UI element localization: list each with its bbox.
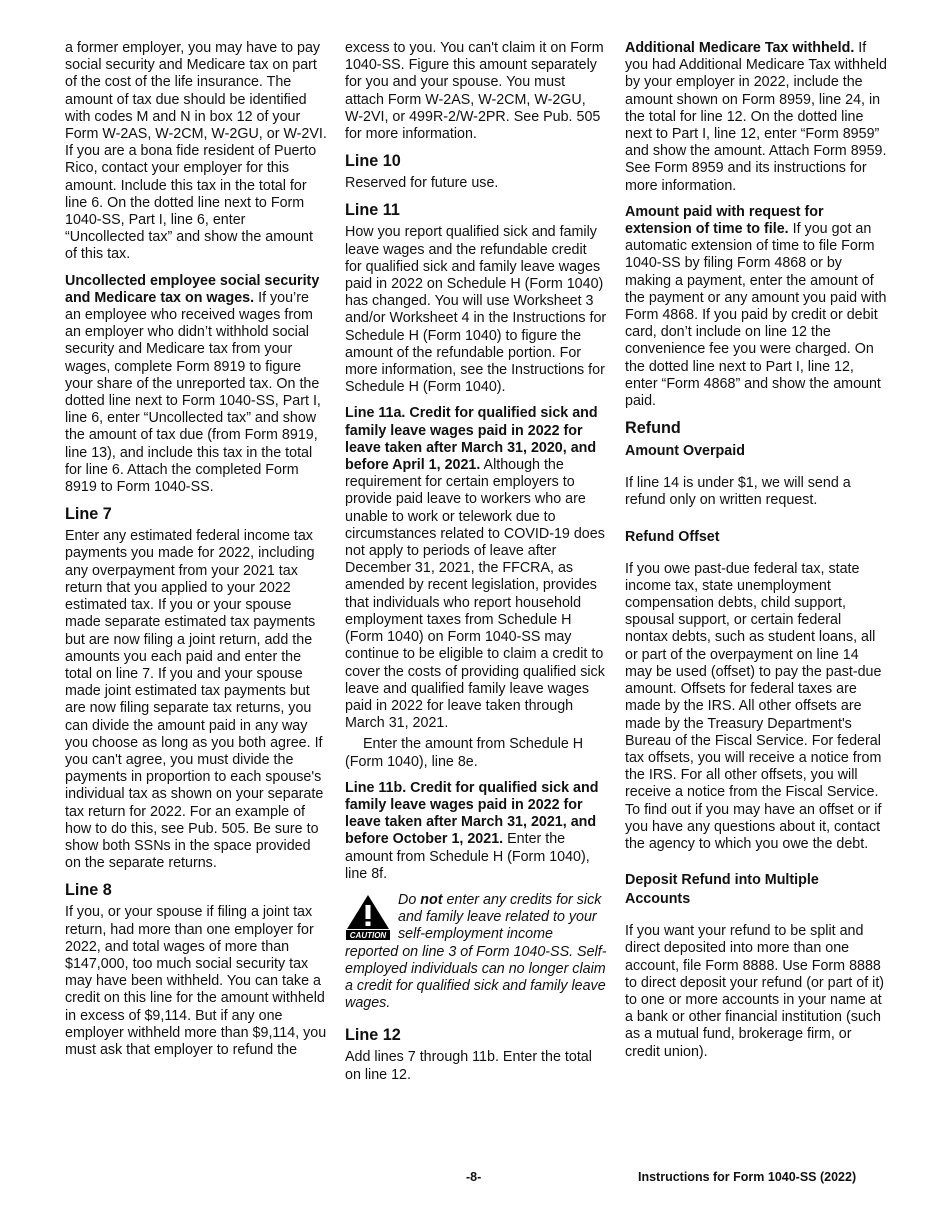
line10-text: Reserved for future use. [345, 175, 499, 192]
line11b-text: Enter the amount from Schedule H (Form 1040), line 8f. [345, 831, 590, 882]
line12-heading: Line 12 [345, 1026, 401, 1045]
line7-heading: Line 7 [65, 505, 112, 524]
line12-text: Add lines 7 through 11b. Enter the total on line 12. [345, 1049, 592, 1083]
extension-heading: Amount paid with request for extension of time to file. [625, 203, 824, 238]
line8-heading: Line 8 [65, 881, 112, 900]
caution-not: not [420, 891, 443, 908]
offset-text: If you owe past-due federal tax, state income tax, state unemployment compensation debts, child support, spousal support, or certain federal nontax debts, such as student loans, all or part of the overpayment on line 14 may be used (offset) to pay the past-due amount. Offsets for federal taxes are made by the IRS. All other offsets are made by the Treasury Department's Bureau of the Fiscal Service. For federal tax offsets, you will receive a notice from the IRS. For all other offsets, you will receive a notice from the Fiscal Service. To find out if you may have an offset or if you have any questions about it, contact the agency to which you owe the debt. [625, 560, 882, 852]
uncollected-heading: Uncollected employee social security and Medicare tax on wages. [65, 272, 320, 306]
extension-text: If you got an automatic extension of time to file Form 1040-SS by filing Form 4868 or by making a payment, enter the amount of the payment or any amount you paid with Form 4868. If you paid by credit or debit card, don’t include on line 12 the convenience fee you were charged. On the dotted line next to Part I, line 12, enter “Form 4868” and show the amount paid. [625, 221, 887, 410]
column-left [65, 40, 327, 1068]
footer-title: Instructions for Form 1040-SS (2022) [638, 1170, 857, 1184]
page-number: -8- [466, 1170, 482, 1184]
paragraph-line11b [345, 780, 607, 883]
column-right [625, 40, 887, 1070]
overpaid-text: If line 14 is under $1, we will send a refund only on written request. [625, 475, 851, 509]
line11a-text: Although the requirement for certain employers to provide paid leave to workers who are unable to work or telework due to circumstances related to COVID-19 does not apply to periods of leave after December 31, 2021, the FFCRA, as amended by recent legislation, provides that individuals who report household employment taxes from Schedule H (Form 1040) on Form 1040-SS may continue to be eligible to claim a credit to cover the costs of providing qualified sick leave and qualified family leave wages paid in 2022 for leave taken through March 31, 2021. [345, 457, 605, 732]
medicare-text: If you had Additional Medicare Tax withheld by your employer in 2022, include the amount shown on Form 8959, line 24, in the total for line 12. On the dotted line next to Part I, line 12, enter “Form 8959” and show the amount. Attach Form 8959. See Form 8959 and its instructions for more information. [625, 40, 888, 194]
medicare-heading: Additional Medicare Tax withheld. [625, 40, 855, 56]
paragraph-medicare [625, 40, 887, 195]
line11-text: How you report qualified sick and family leave wages and the refundable credit for qualified sick and family leave wages paid in 2022 on Schedule H (Form 1040) has changed. You will use Worksheet 3 and/or Worksheet 4 in the Instructions for Schedule H (Form 1040) to figure the amount of the refundable portion. For more information, see the Instructions for Schedule H (Form 1040). [345, 224, 607, 396]
line11a-enter: Enter the amount from Schedule H (Form 1040), line 8e. [345, 736, 584, 770]
deposit-heading: Deposit Refund into Multiple Accounts [625, 872, 819, 908]
column-middle [345, 40, 607, 1093]
uncollected-text: If you’re an employee who received wages from an employer who didn’t withhold social security and Medicare tax from your wages, complete Form 8919 to figure your share of the unreported tax. On the dotted line next to Form 1040-SS, Part I, line 6, enter “Uncollected tax” and show the amount of tax due (from Form 8919, line 13), and include this tax in the total for line 6. Attach the completed Form 8919 to Form 1040-SS. [65, 289, 321, 496]
offset-heading: Refund Offset [625, 528, 720, 545]
paragraph-excess: excess to you. You can't claim it on Form 1040-SS. Figure this amount separately for you and your spouse. You must attach Form W-2AS, W-2CM, W-2GU, W-2VI, or 499R-2/W-2PR. See Pub. 505 for more information. [345, 40, 604, 143]
deposit-text: If you want your refund to be split and direct deposited into more than one account, file Form 8888. Use Form 8888 to direct deposit your refund (or part of it) to one or more accounts in your name at a bank or other financial institution (such as a mutual fund, brokerage firm, or credit union). [625, 923, 885, 1060]
caution-label: CAUTION [349, 931, 387, 940]
paragraph-extension [625, 204, 887, 410]
line11a-heading: Line 11a. Credit for qualified sick and family leave wages paid in 2022 for leave taken after March 31, 2020, and before April 1, 2021. [345, 405, 598, 474]
line10-heading: Line 10 [345, 152, 401, 171]
caution-icon [345, 894, 391, 940]
line7-text: Enter any estimated federal income tax payments you made for 2022, including any overpayment from your 2021 tax return that you applied to your 2022 estimated tax. If you or your spouse made separate estimated tax payments but are now filing a joint return, add the amounts you each paid and enter the total on line 7. If you and your spouse made joint estimated tax payments but are now filing separate tax returns, you can divide the amount paid in any way you choose as long as you both agree. If you can't agree, you must divide the payments in proportion to each spouse's individual tax as shown on your separate tax return for 2022. For an example of how to do this, see Pub. 505. Be sure to show both SSNs in the space provided on the separate returns. [65, 528, 324, 872]
caution-triangle-icon [345, 894, 391, 940]
paragraph-life-insurance: a former employer, you may have to pay social security and Medicare tax on part of the cost of the life insurance. The amount of tax due should be identified with codes M and N in box 12 of your Form W-2AS, W-2CM, W-2GU, or W-2VI. If you are a bona fide resident of Puerto Rico, contact your employer for this amount. Include this tax in the total for line 6. On the dotted line next to Form 1040-SS, Part I, line 6, enter “Uncollected tax” and show the amount of this tax. [65, 40, 327, 263]
caution-text: enter any credits for sick and family leave related to your self-employment income reported on line 3 of Form 1040-SS. Self-employed individuals can no longer claim a credit for qualified sick and family leave wages. [345, 891, 607, 1012]
line8-text: If you, or your spouse if filing a joint tax return, had more than one employer for 2022, and total wages of more than $147,000, too much social security tax may have been withheld. You can take a credit on this line for the amount withheld in excess of $9,114. But if any one employer withheld more than $9,114, you must ask that employer to refund the [65, 904, 327, 1058]
line11-heading: Line 11 [345, 201, 400, 220]
refund-heading: Refund [625, 419, 681, 438]
paragraph-uncollected [65, 273, 327, 497]
paragraph-line11a [345, 405, 607, 732]
line11b-heading: Line 11b. Credit for qualified sick and family leave wages paid in 2022 for leave taken after March 31, 2021, and before October 1, 2021. [345, 779, 599, 848]
caution-do: Do [398, 891, 421, 908]
caution-note [345, 892, 607, 1012]
overpaid-heading: Amount Overpaid [625, 443, 745, 460]
